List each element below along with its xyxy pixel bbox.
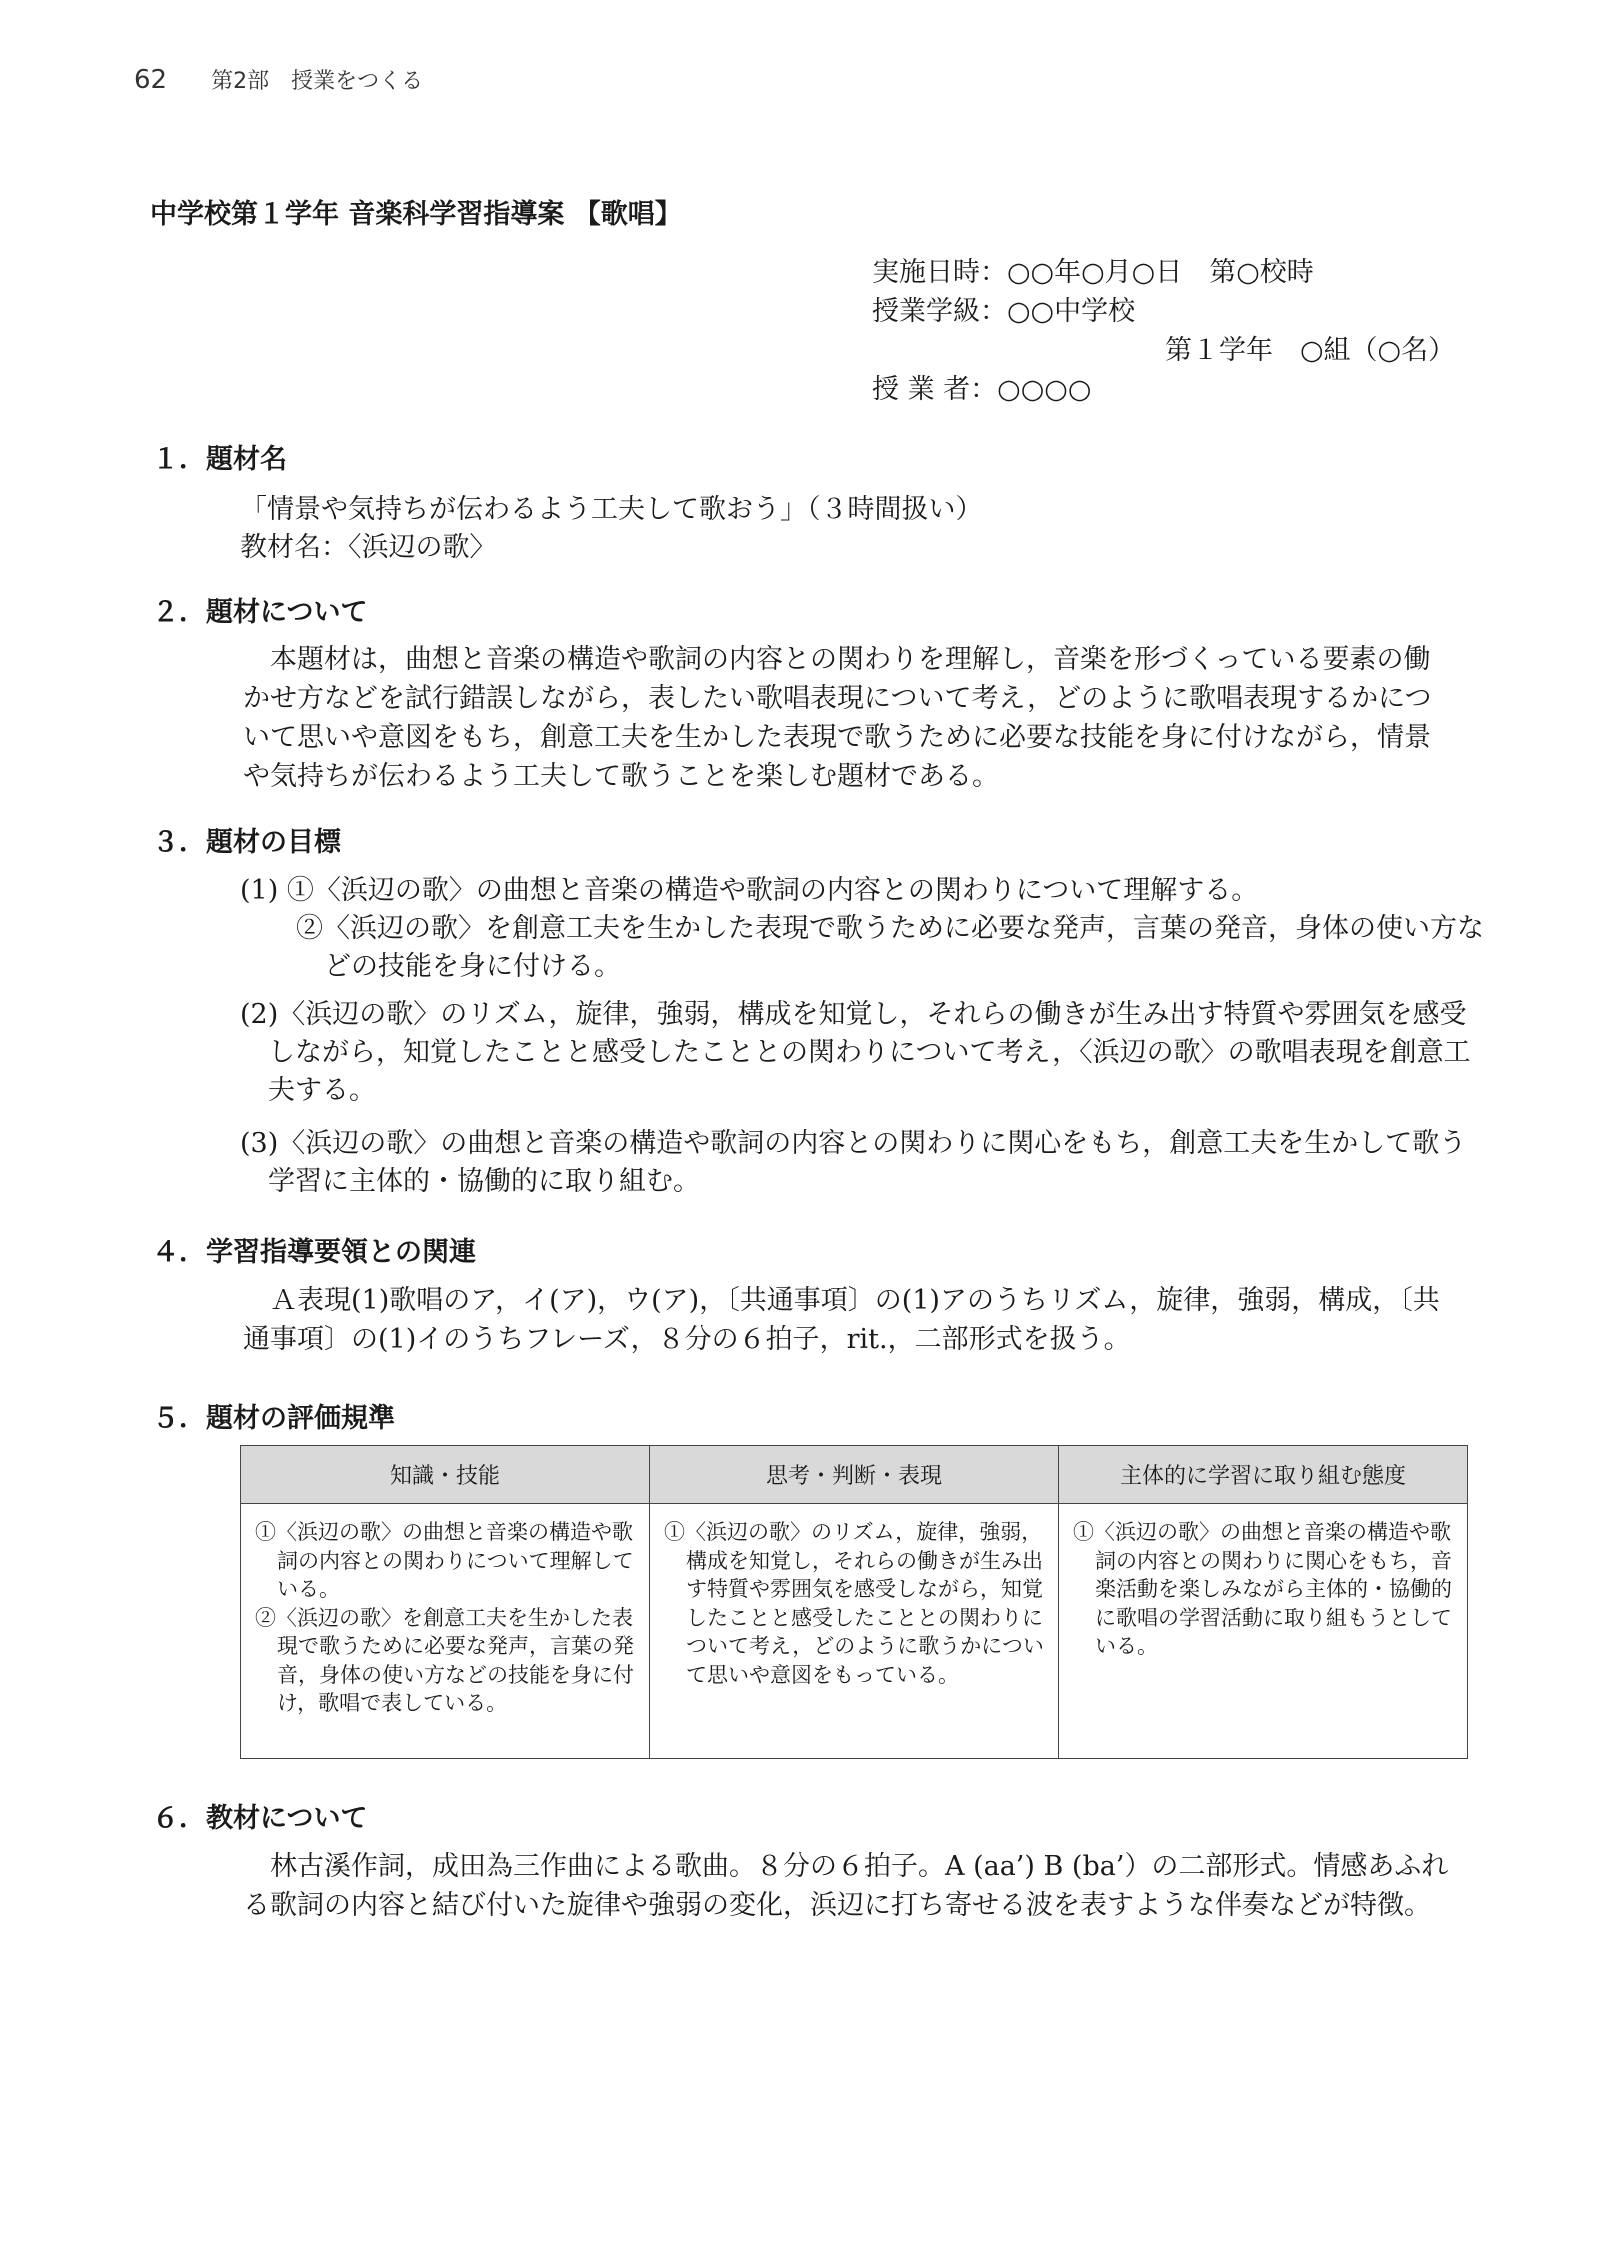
- meta-school: 授業学級：○○中学校: [872, 296, 1136, 327]
- cell-thinking-judgment: [650, 1504, 1059, 1759]
- section-6-heading: ６．教材について: [152, 1803, 368, 1834]
- objective-3: (3)〈浜辺の歌〉の曲想と音楽の構造や歌詞の内容との関わりに関心をもち，創意工夫を生かして歌う学習に主体的・協働的に取り組む。: [240, 1128, 1467, 1197]
- table-row: [241, 1504, 1468, 1759]
- cell-attitude: [1059, 1504, 1468, 1759]
- objective-2: (2)〈浜辺の歌〉のリズム，旋律，強弱，構成を知覚し，それらの働きが生み出す特質や雰囲気を感受しながら，知覚したことと感受したこととの関わりについて考え，〈浜辺の歌〉の歌唱表現を創意工夫する。: [240, 999, 1471, 1106]
- section-3-heading: ３．題材の目標: [152, 827, 341, 858]
- criterion-knowledge-1: ①〈浜辺の歌〉の曲想と音楽の構造や歌詞の内容との関わりについて理解している。: [255, 1520, 634, 1601]
- section-4-heading: ４．学習指導要領との関連: [152, 1237, 476, 1268]
- objective-1a: (1) ①〈浜辺の歌〉の曲想と音楽の構造や歌詞の内容との関わりについて理解する。: [240, 875, 1259, 906]
- page-number: 62: [134, 65, 168, 95]
- section-2-heading: ２．題材について: [152, 597, 368, 628]
- meta-class: 第１学年 ○組（○名）: [1165, 335, 1456, 366]
- section-label: 第2部 授業をつくる: [211, 69, 424, 94]
- header-knowledge-skills: 知識・技能: [241, 1446, 650, 1504]
- table-header-row: [241, 1446, 1468, 1504]
- section-6-body: 林古溪作詞，成田為三作曲による歌曲。８分の６拍子。A (aa’) B (ba’）の二部形式。情感あふれる歌詞の内容と結び付いた旋律や強弱の変化，浜辺に打ち寄せる波を表すような伴奏などが特徴。: [243, 1851, 1449, 1921]
- header-thinking-judgment: 思考・判断・表現: [650, 1446, 1059, 1504]
- section-1-heading: １．題材名: [152, 444, 287, 475]
- running-header: [134, 64, 423, 95]
- header-attitude: 主体的に学習に取り組む態度: [1059, 1446, 1468, 1504]
- material-name: 教材名：〈浜辺の歌〉: [240, 532, 497, 563]
- criterion-skills-2: ②〈浜辺の歌〉を創意工夫を生かした表現で歌うために必要な発声，言葉の発音，身体の使い方などの技能を身に付け，歌唱で表している。: [255, 1605, 634, 1715]
- criterion-attitude-1: ①〈浜辺の歌〉の曲想と音楽の構造や歌詞の内容との関わりに関心をもち，音楽活動を楽しみながら主体的・協働的に歌唱の学習活動に取り組もうとしている。: [1073, 1520, 1452, 1658]
- section-4-body: Ａ表現(1)歌唱のア，イ(ア)，ウ(ア)，〔共通事項〕の(1)アのうちリズム，旋律，強弱，構成，〔共通事項〕の(1)イのうちフレーズ，８分の６拍子，rit.，二部形式を扱う。: [243, 1285, 1440, 1355]
- objective-1b: ②〈浜辺の歌〉を創意工夫を生かした表現で歌うために必要な発声，言葉の発音，身体の使い方などの技能を身に付ける。: [296, 913, 1484, 982]
- theme-name: 「情景や気持ちが伝わるよう工夫して歌おう」（３時間扱い）: [240, 494, 983, 525]
- section-2-body: 本題材は，曲想と音楽の構造や歌詞の内容との関わりを理解し，音楽を形づくっている要素の働かせ方などを試行錯誤しながら，表したい歌唱表現について考え，どのように歌唱表現するかについて思いや意図をもち，創意工夫を生かした表現で歌うために必要な技能を身に付けながら，情景や気持ちが伝わるよう工夫して歌うことを楽しむ題材である。: [243, 644, 1432, 792]
- criterion-thinking-1: ①〈浜辺の歌〉のリズム，旋律，強弱，構成を知覚し，それらの働きが生み出す特質や雰囲気を感受しながら，知覚したことと感受したこととの関わりについて考え，どのように歌うかについて思いや意図をもっている。: [664, 1520, 1044, 1687]
- cell-knowledge-skills: [241, 1504, 650, 1759]
- evaluation-table: [240, 1445, 1468, 1759]
- document-title: 中学校第１学年 音楽科学習指導案 【歌唱】: [150, 199, 682, 230]
- meta-teacher: 授 業 者：○○○○: [872, 374, 1092, 405]
- section-5-heading: ５．題材の評価規準: [152, 1403, 395, 1434]
- meta-date: 実施日時：○○年○月○日 第○校時: [872, 257, 1314, 288]
